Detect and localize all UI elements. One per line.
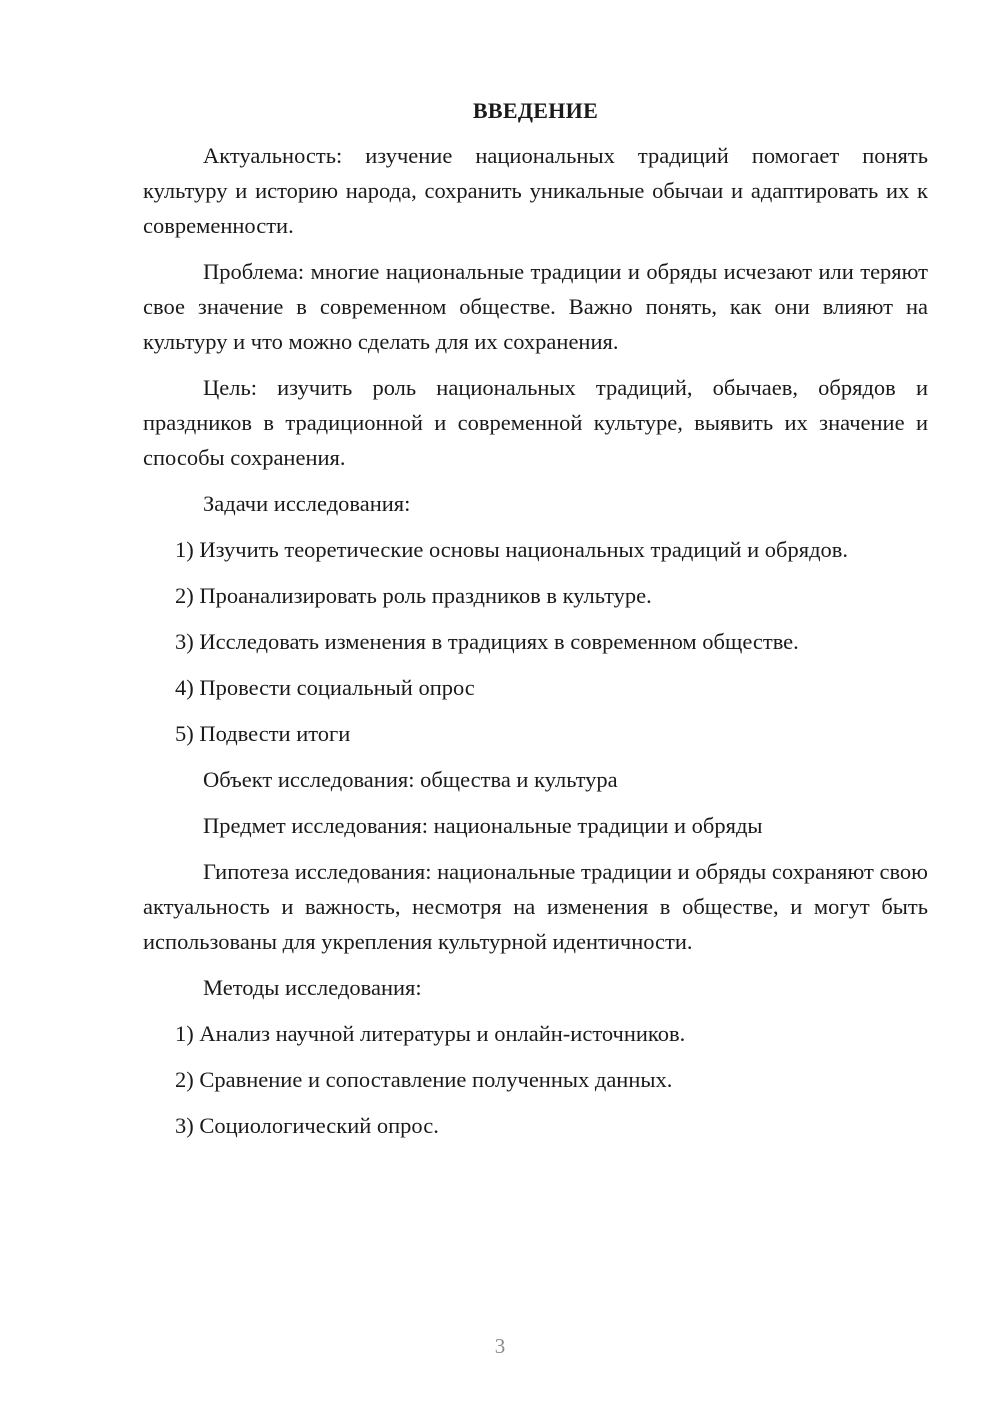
section-title: ВВЕДЕНИЕ [472, 98, 599, 123]
goal-paragraph: Цель: изучить роль национальных традиций, обычаев, обрядов и праздников в традиционной и современной культуре, выявить их значение и способы сохранения. [143, 375, 928, 470]
relevance-paragraph: Актуальность: изучение национальных традиций помогает понять культуру и историю народа, сохранить уникальные обычаи и адаптировать их к современности. [143, 143, 928, 238]
task-item: 2) Проанализировать роль праздников в культуре. [175, 583, 652, 608]
method-item: 2) Сравнение и сопоставление полученных данных. [175, 1067, 673, 1092]
task-item: 5) Подвести итоги [175, 721, 351, 746]
method-item: 1) Анализ научной литературы и онлайн-источников. [175, 1021, 686, 1046]
page-number: 3 [494, 1334, 506, 1358]
research-subject: Предмет исследования: национальные традиции и обряды [203, 813, 763, 838]
methods-list [143, 1016, 928, 1143]
tasks-list [143, 532, 928, 751]
tasks-heading: Задачи исследования: [203, 491, 411, 516]
hypothesis-paragraph: Гипотеза исследования: национальные традиции и обряды сохраняют свою актуальность и важность, несмотря на изменения в обществе, и могут быть использованы для укрепления культурной идентичности. [143, 859, 928, 954]
research-object: Объект исследования: общества и культура [203, 767, 618, 792]
problem-paragraph: Проблема: многие национальные традиции и обряды исчезают или теряют свое значение в современном обществе. Важно понять, как они влияют на культуру и что можно сделать для их сохранения. [143, 259, 928, 354]
method-item: 3) Социологический опрос. [175, 1113, 439, 1138]
task-item: 3) Исследовать изменения в традициях в современном обществе. [175, 629, 799, 654]
methods-heading: Методы исследования: [203, 975, 422, 1000]
task-item: 1) Изучить теоретические основы национальных традиций и обрядов. [175, 537, 849, 562]
page-content [143, 93, 928, 1154]
task-item: 4) Провести социальный опрос [175, 675, 475, 700]
